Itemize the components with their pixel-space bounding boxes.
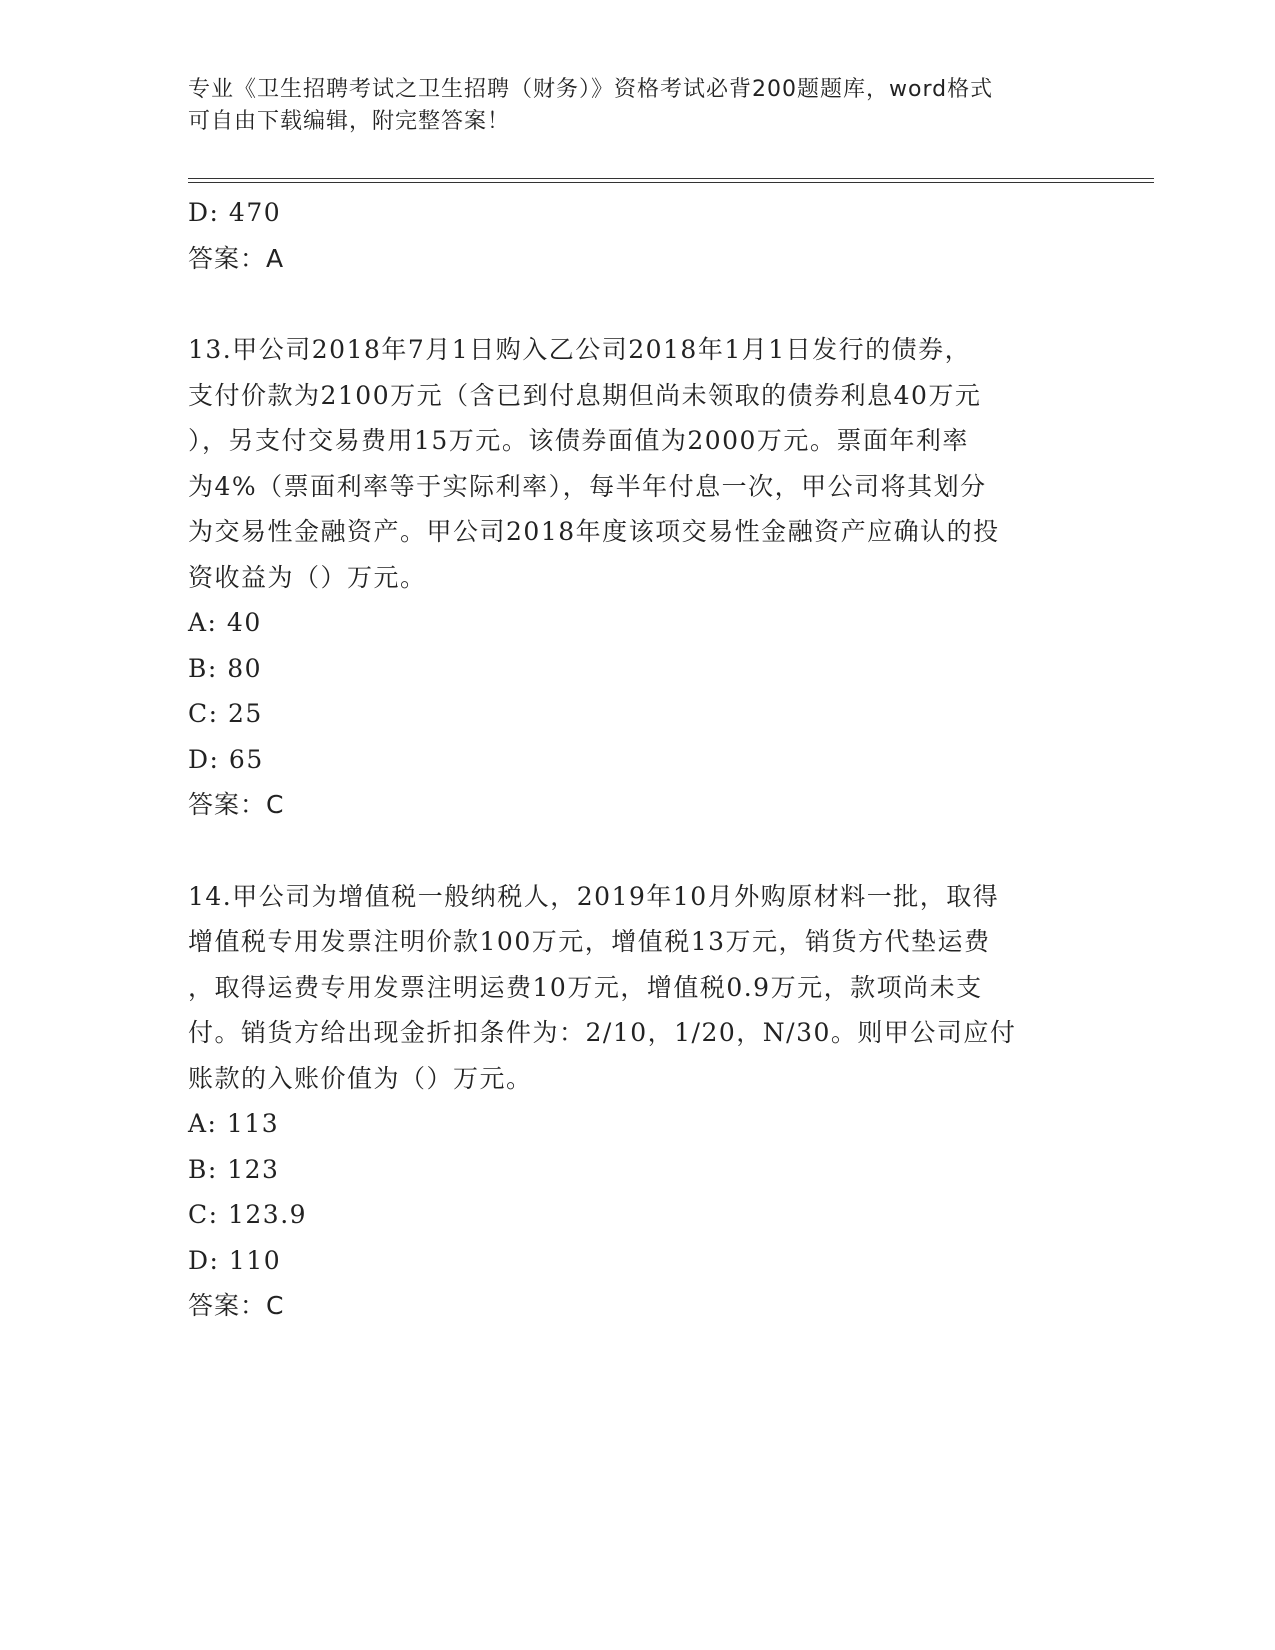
spacer: [188, 828, 1088, 874]
q13-option-b: B: 80: [188, 653, 263, 683]
q14-option-c: C: 123.9: [188, 1200, 308, 1229]
q13-stem-line: 资收益为（）万元。: [188, 562, 427, 592]
q14-stem-line: 账款的入账价值为（）万元。: [188, 1063, 533, 1093]
q13-option-a: A: 40: [188, 608, 262, 637]
q13-stem-line: 为4%（票面利率等于实际利率），每半年付息一次，甲公司将其划分: [188, 471, 987, 501]
q13-stem-line: ），另支付交易费用15万元。该债券面值为2000万元。票面年利率: [188, 426, 969, 455]
q14-option-b: B: 123: [188, 1154, 280, 1184]
q13-stem-line: 为交易性金融资产。甲公司2018年度该项交易性金融资产应确认的投: [188, 517, 1000, 546]
q13-stem-line: 支付价款为2100万元（含已到付息期但尚未领取的债券利息40万元: [188, 380, 982, 410]
question-13: [188, 327, 1088, 828]
q14-answer: 答案：C: [188, 1291, 285, 1320]
document-header: [188, 74, 1068, 138]
spacer: [188, 281, 1088, 327]
q13-option-c: C: 25: [188, 699, 263, 728]
q14-stem-line: 增值税专用发票注明价款100万元，增值税13万元，销货方代垫运费: [188, 927, 991, 956]
q14-option-a: A: 113: [188, 1109, 280, 1138]
q14-stem-line: 付。销货方给出现金折扣条件为：2/10，1/20，N/30。则甲公司应付: [188, 1018, 1017, 1047]
header-divider-bottom: [188, 182, 1154, 183]
q14-option-d: D: 110: [188, 1245, 282, 1275]
header-title-line-2: 可自由下载编辑，附完整答案！: [188, 109, 511, 134]
question-14: [188, 874, 1088, 1329]
prev-option-d: D: 470: [188, 198, 282, 227]
q14-stem-line: ，取得运费专用发票注明运费10万元，增值税0.9万元，款项尚未支: [188, 972, 983, 1002]
q13-stem-line: 13.甲公司2018年7月1日购入乙公司2018年1月1日发行的债券，: [188, 335, 972, 364]
prev-answer: 答案：A: [188, 243, 285, 273]
header-title-line-1: 专业《卫生招聘考试之卫生招聘（财务）》资格考试必背200题题库，word格式: [188, 77, 994, 102]
question-content: [188, 190, 1088, 1329]
q13-option-d: D: 65: [188, 744, 264, 774]
q14-stem-line: 14.甲公司为增值税一般纳税人，2019年10月外购原材料一批，取得: [188, 881, 1000, 911]
q13-answer: 答案：C: [188, 790, 285, 819]
header-divider-top: [188, 178, 1154, 179]
